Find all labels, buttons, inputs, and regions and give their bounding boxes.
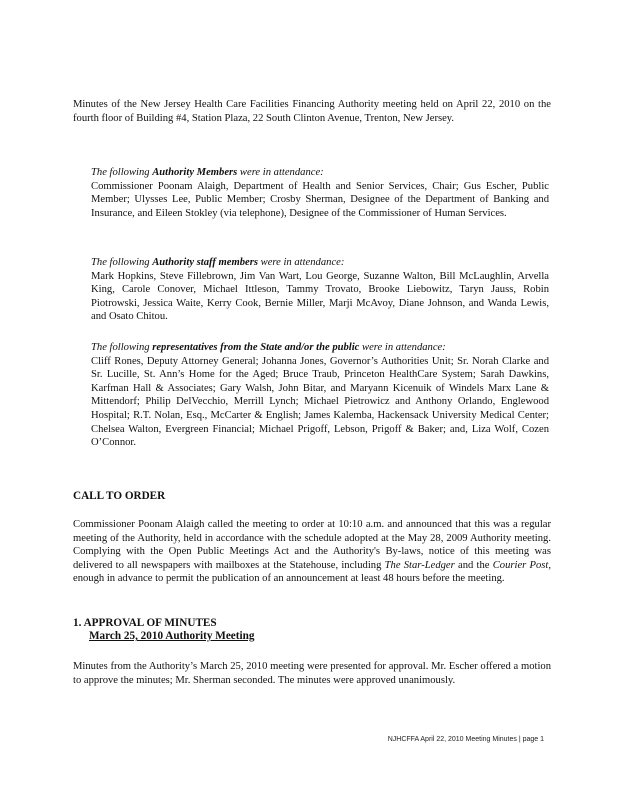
authority-members-block bbox=[91, 166, 549, 220]
approval-paragraph: Minutes from the Authority’s March 25, 2010 meeting were presented for approval. Mr. Escher offered a motion to approve the minutes; Mr. Sherman seconded. The minutes were approved unanimously. bbox=[73, 661, 551, 686]
intro-paragraph: Minutes of the New Jersey Health Care Facilities Financing Authority meeting held on April 22, 2010 on the fourth floor of Building #4, Station Plaza, 22 South Clinton Avenue, Trenton, New Jersey. bbox=[73, 99, 551, 124]
page-footer: NJHCFFA April 22, 2010 Meeting Minutes | page 1 bbox=[387, 736, 544, 743]
staff-members-list: Mark Hopkins, Steve Fillebrown, Jim Van Wart, Lou George, Suzanne Walton, Bill McLaughlin, Arvella King, Carole Conover, Michael Ittleson, Tammy Trovato, Brooke Liebowitz, Taryn Jauss, Robin Piotrowski, Jessica Waite, Kerry Cook, Bernie Miller, Marji McAvoy, Diane Johnson, and Wanda Lewis, and Osato Chitou. bbox=[91, 270, 549, 323]
staff-members-block bbox=[91, 256, 549, 324]
representatives-block bbox=[91, 341, 549, 450]
call-to-order-paragraph: Commissioner Poonam Alaigh called the meeting to order at 10:10 a.m. and announced that this was a regular meeting of the Authority, held in accordance with the schedule adopted at the May 28, 2009 Authority meeting. Complying with the Open Public Meetings Act and the Authority's By-laws, notice of this meeting was delivered to all newspapers with mailboxes at the Statehouse, including The Star-Ledger and the Courier Post, enough in advance to permit the publication of an announcement at least 48 hours before the meeting. bbox=[73, 519, 551, 585]
call-to-order-heading: CALL TO ORDER bbox=[73, 490, 166, 502]
staff-members-lead: The following Authority staff members were in attendance: bbox=[91, 257, 345, 268]
approval-of-minutes-heading: 1. APPROVAL OF MINUTES bbox=[73, 617, 217, 629]
representatives-lead: The following representatives from the State and/or the public were in attendance: bbox=[91, 342, 446, 353]
representatives-list: Cliff Rones, Deputy Attorney General; Johanna Jones, Governor’s Authorities Unit; Sr. Norah Clarke and Sr. Lucille, St. Ann’s Home for the Aged; Bruce Traub, Princeton HealthCare System; Sarah Dawkins, Karfman Hall & Associates; Gary Walsh, John Bitar, and Maryann Kicenuik of Windels Marx Lane & Mittendorf; Philip DelVecchio, Merrill Lynch; Michael Pietrowicz and Anthony Orlando, Englewood Hospital; R.T. Nolan, Esq., McCarter & English; James Kalemba, Hackensack University Medical Center; Chelsea Walton, Evergreen Financial; Michael Prigoff, Lebson, Prigoff & Baker; and, Liza Wolf, Cozen O’Connor. bbox=[91, 355, 549, 449]
approval-subheading: March 25, 2010 Authority Meeting bbox=[89, 630, 255, 642]
authority-members-lead: The following Authority Members were in attendance: bbox=[91, 167, 324, 178]
authority-members-list: Commissioner Poonam Alaigh, Department of Health and Senior Services, Chair; Gus Escher, Public Member; Ulysses Lee, Public Member; Crosby Sherman, Designee of the Department of Banking and Insurance, and Eileen Stokley (via telephone), Designee of the Commissioner of Human Services. bbox=[91, 180, 549, 219]
